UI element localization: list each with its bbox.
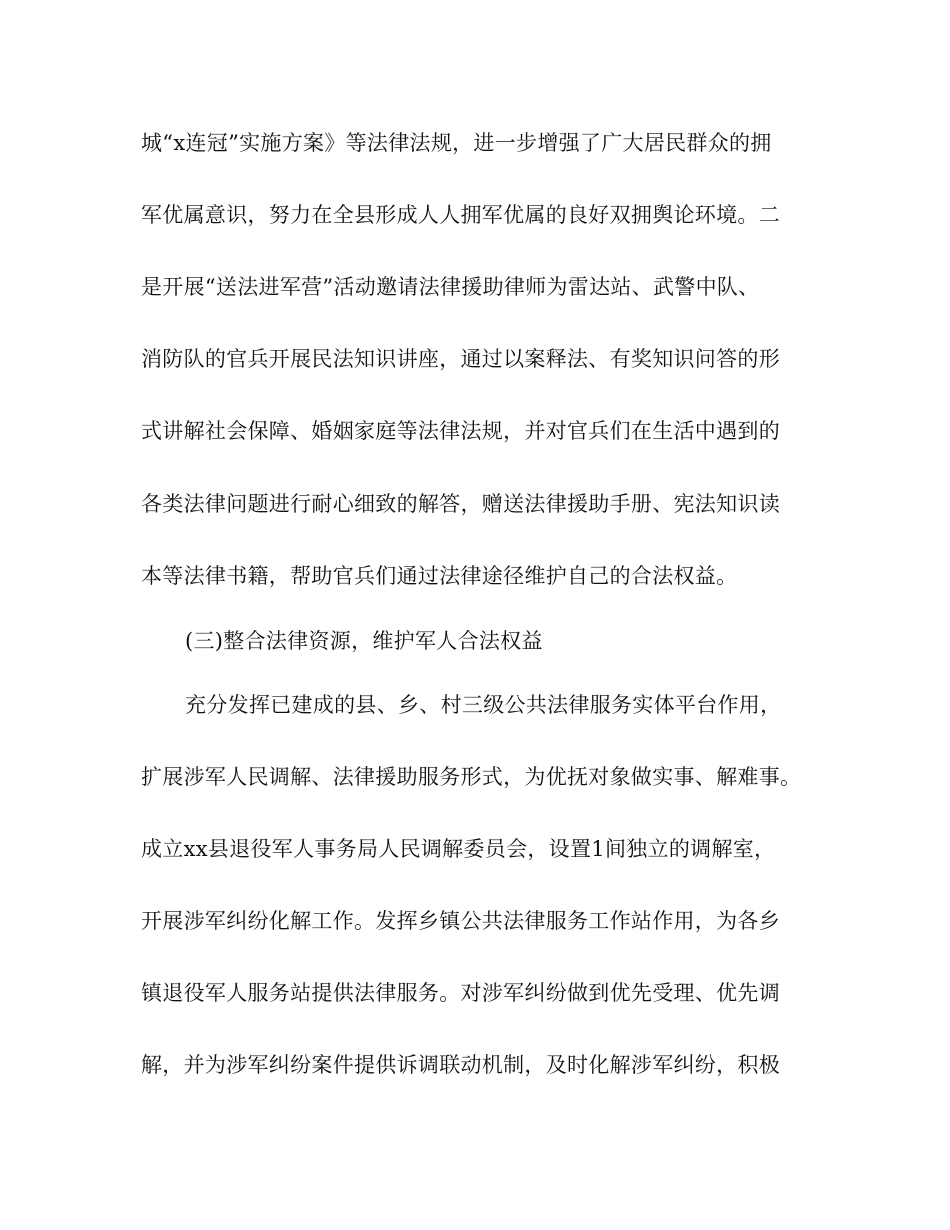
- paragraph-line: 式讲解社会保障、婚姻家庭等法律法规，并对官兵们在生活中遇到的: [141, 419, 780, 443]
- paragraph-line: 开展涉军纠纷化解工作。发挥乡镇公共法律服务工作站作用，为各乡: [141, 909, 780, 933]
- paragraph-line: 军优属意识，努力在全县形成人人拥军优属的良好双拥舆论环境。二: [141, 203, 780, 227]
- paragraph-line: 是开展“送法进军营”活动邀请法律援助律师为雷达站、武警中队、: [141, 275, 760, 299]
- paragraph-line: 解，并为涉军纠纷案件提供诉调联动机制，及时化解涉军纠纷，积极: [141, 1053, 780, 1077]
- paragraph-line: 扩展涉军人民调解、法律援助服务形式，为优抚对象做实事、解难事。: [141, 765, 802, 789]
- paragraph-line: 各类法律问题进行耐心细致的解答，赠送法律援助手册、宪法知识读: [141, 492, 780, 516]
- section-heading: (三)整合法律资源，维护军人合法权益: [185, 629, 543, 653]
- paragraph-line: 本等法律书籍，帮助官兵们通过法律途径维护自己的合法权益。: [141, 564, 738, 588]
- paragraph-line: 成立xx县退役军人事务局人民调解委员会，设置1间独立的调解室，: [141, 837, 776, 861]
- paragraph-line: 消防队的官兵开展民法知识讲座，通过以案释法、有奖知识问答的形: [141, 347, 780, 371]
- paragraph-line: 充分发挥已建成的县、乡、村三级公共法律服务实体平台作用，: [185, 693, 782, 717]
- paragraph-line: 城“x连冠”实施方案》等法律法规，进一步增强了广大居民群众的拥: [141, 131, 772, 155]
- paragraph-line: 镇退役军人服务站提供法律服务。对涉军纠纷做到优先受理、优先调: [141, 981, 780, 1005]
